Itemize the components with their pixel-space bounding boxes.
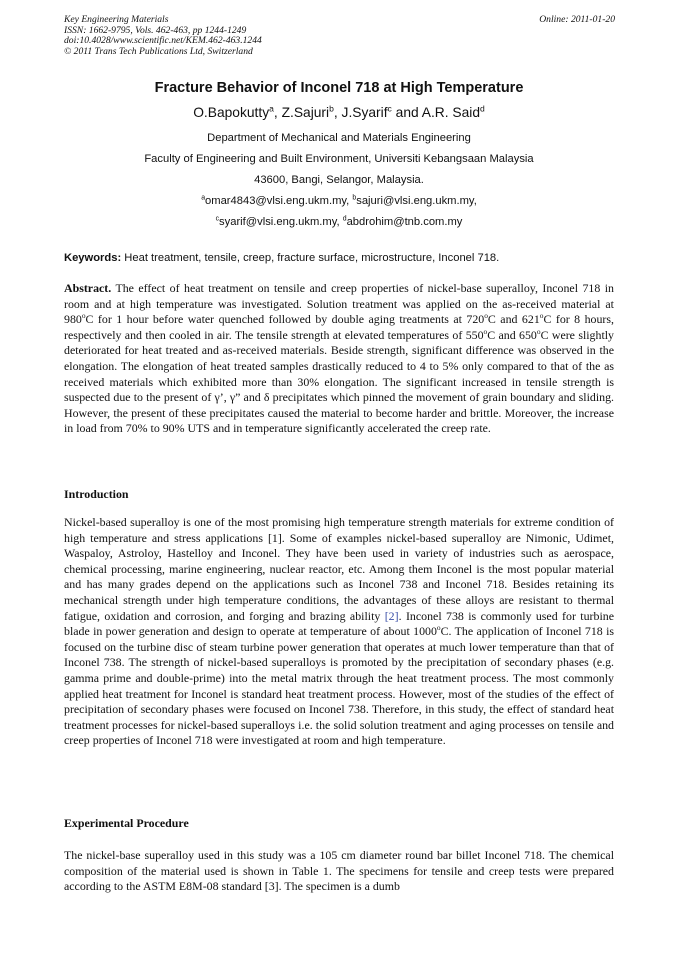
email-link[interactable]: sajuri@vlsi.eng.ukm.my, <box>356 195 477 207</box>
introduction-text: Nickel-based superalloy is one of the most promising high temperature strength materials for extreme condition of high temperature and stress applications [1]. Some of examples nickel-based superalloy are Nimonic, Udimet, Waspaloy, Astroloy, Hastelloy and Inconel. They have been used in variety of industries such as aerospace, chemical processing, marine engineering, nuclear reactor, etc. Among them Inconel is the most popular material and has many grades depend on the applications such as Inconel 738 and Inconel 718. Besides retaining its mechanical strength under high temperature conditions, the advantages of these alloys are resistant to thermal fatigue, oxidation and corrosion, and forging and brazing ability <box>64 515 614 623</box>
keywords-text: Heat treatment, tensile, creep, fracture surface, microstructure, Inconel 718. <box>121 252 500 264</box>
abstract-text: C for 1 hour before water quenched followed by double aging treatments at 720 <box>85 312 485 327</box>
keywords-label: Keywords: <box>64 252 122 264</box>
email-superscript: b <box>352 194 357 202</box>
experimental-heading: Experimental Procedure <box>64 816 189 830</box>
affiliation-department: Department of Mechanical and Materials Engineering <box>207 132 471 144</box>
email-line-1 <box>0 195 678 207</box>
introduction-paragraph <box>64 515 614 749</box>
author-superscript: a <box>269 103 274 114</box>
degree-mark: o <box>81 311 86 321</box>
abstract-text: The effect of heat treatment on tensile and creep properties of nickel-base superalloy, Inconel 718 in room and at high temperature was investigated. Solution treatment was applied on the as-received material at 980 <box>64 281 614 327</box>
journal-name: Key Engineering Materials <box>64 14 169 25</box>
email-link[interactable]: omar4843@vlsi.eng.ukm.my, <box>205 195 353 207</box>
author-superscript: b <box>329 103 334 114</box>
degree-mark: o <box>483 326 488 336</box>
author-name: Z.Sajuri <box>281 105 330 120</box>
affiliation-faculty: Faculty of Engineering and Built Environment, Universiti Kebangsaan Malaysia <box>144 153 534 165</box>
email-link[interactable]: abdrohim@tnb.com.my <box>346 216 463 228</box>
introduction-text: . Inconel 738 is commonly used for turbine blade in power generation and design to operate at temperature of about 1000 <box>64 608 614 639</box>
experimental-paragraph: The nickel-base superalloy used in this study was a 105 cm diameter round bar billet Inconel 718. The chemical composition of the material used is shown in Table 1. The specimens for tensile and creep tests were prepared according to the ASTM E8M-08 standard [3]. The specimen is a dumb <box>64 848 614 894</box>
abstract-text: C and 650 <box>487 327 537 342</box>
degree-mark: o <box>436 623 441 633</box>
email-superscript: c <box>215 215 220 223</box>
abstract-text: C and 621 <box>487 312 540 327</box>
introduction-heading: Introduction <box>64 487 129 501</box>
email-line-2 <box>0 216 678 228</box>
abstract-paragraph <box>64 281 614 437</box>
author-list: O.Bapokutty$^a$, Z.Sajuri$^b$, J.Syarif$^c$ and A.R. Said$^d$ <box>193 103 485 120</box>
email-superscript: a <box>201 194 206 202</box>
author-name: J.Syarif <box>341 105 388 120</box>
issn-line: ISSN: 1662-9795, Vols. 462-463, pp 1244-1249 <box>64 24 247 36</box>
degree-mark: o <box>484 311 488 321</box>
author-name: O.Bapokutty <box>193 105 270 120</box>
citation-link[interactable]: [2] <box>384 608 399 623</box>
author-superscript: d <box>480 103 485 114</box>
copyright-line: © 2011 Trans Tech Publications Ltd, Switzerland <box>64 45 253 57</box>
author-name: A.R. Said <box>421 105 481 120</box>
email-superscript: d <box>342 215 347 223</box>
journal-header <box>64 15 615 57</box>
author-superscript: c <box>387 103 392 114</box>
degree-mark: o <box>539 311 544 321</box>
email-link[interactable]: syarif@vlsi.eng.ukm.my, <box>219 216 343 228</box>
online-date: Online: 2011-01-20 <box>539 14 615 25</box>
affiliation-address: 43600, Bangi, Selangor, Malaysia. <box>254 174 424 186</box>
introduction-text: C. The application of Inconel 718 is focused on the turbine disc of steam turbine power generation that operates at much lower temperature than that of Inconel 738. The strength of nickel-based superalloys is promoted by the precipitation of secondary phases (e.g. gamma prime and double-prime) into the metal matrix through the heat treatment process. The most commonly applied heat treatment for Inconel is standard heat treatment process. However, most of the studies of the effect of precipitation of secondary phases were focused on Inconel 738. Therefore, in this study, the effect of standard heat treatment processes for nickel-based superalloys i.e. the solid solution treatment and aging processes on tensile and creep properties of Inconel 718 were investigated at room and high temperature. <box>64 624 614 748</box>
degree-mark: o <box>536 326 541 336</box>
abstract-text: C for 8 hours, respectively and then cooled in air. The tensile strength at elevated temperatures of 550 <box>64 312 614 342</box>
keywords <box>64 252 615 264</box>
abstract-text: C were slightly deteriorated for heat treated and as-received materials. Beside strength, significant difference was observed in the elongation. The elongation of heat treated samples drastically reduced to 4 to 5% only compared to that of the as received materials which exhibited more than 30% elongation. The significant increased in tensile strength is suspected due to the present of γ’, γ” and δ precipitates which pinned the movement of grain boundary and sliding. However, the present of these precipitates caused the material to become harder and brittle. Moreover, the increase in load from 70% to 90% UTS and in temperature significantly accelerated the creep rate. <box>64 327 614 436</box>
paper-title: Fracture Behavior of Inconel 718 at High Temperature <box>154 80 524 96</box>
doi-line: doi:10.4028/www.scientific.net/KEM.462-463.1244 <box>64 35 262 47</box>
abstract-label: Abstract. <box>64 281 112 295</box>
